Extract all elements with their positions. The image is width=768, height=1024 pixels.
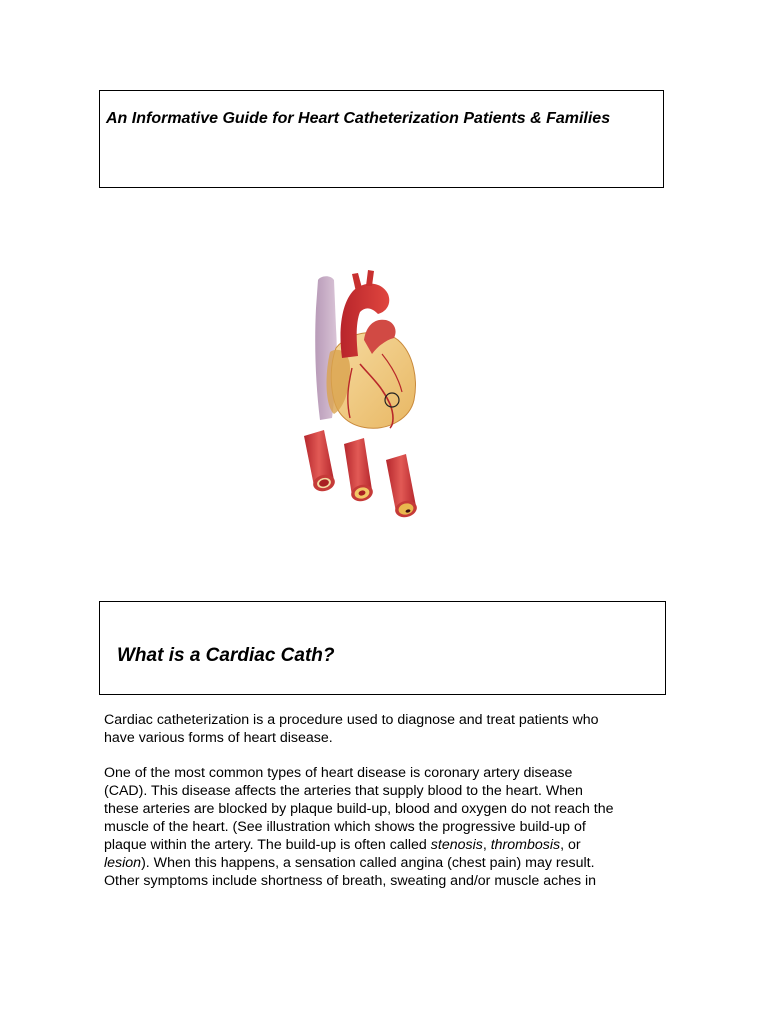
term-stenosis: stenosis: [430, 837, 483, 853]
paragraph-line: (CAD). This disease affects the arteries that supply blood to the heart. When: [104, 783, 583, 799]
paragraph-line: have various forms of heart disease.: [104, 730, 333, 746]
text-run: , or: [560, 837, 581, 853]
paragraph-line: Other symptoms include shortness of breath, sweating and/or muscle aches in: [104, 873, 597, 889]
title-box: [99, 90, 664, 188]
artery-section-plaque: [344, 438, 375, 503]
section-heading: What is a Cardiac Cath?: [117, 645, 335, 666]
paragraph-line: [104, 854, 634, 872]
paragraph-intro: [104, 711, 634, 747]
text-run: ,: [482, 837, 491, 853]
heart-illustration: [290, 268, 430, 523]
term-thrombosis: thrombosis: [490, 837, 561, 853]
paragraph-line: [104, 836, 634, 854]
term-lesion: lesion: [104, 855, 142, 871]
paragraph-line: Cardiac catheterization is a procedure used to diagnose and treat patients who: [104, 712, 599, 728]
paragraph-cad: [104, 764, 634, 890]
aorta-branch: [366, 270, 374, 286]
text-run: plaque within the artery. The build-up is often called: [104, 837, 431, 853]
paragraph-line: these arteries are blocked by plaque build-up, blood and oxygen do not reach the: [104, 801, 614, 817]
text-run: ). When this happens, a sensation called angina (chest pain) may result.: [141, 855, 595, 871]
artery-section-normal: [304, 430, 337, 493]
artery-section-blocked: [386, 454, 419, 519]
paragraph-line: muscle of the heart. (See illustration which shows the progressive build-up of: [104, 819, 586, 835]
paragraph-line: One of the most common types of heart disease is coronary artery disease: [104, 765, 573, 781]
document-title: An Informative Guide for Heart Catheterization Patients & Families: [106, 110, 611, 127]
section-heading-box: [99, 601, 666, 695]
